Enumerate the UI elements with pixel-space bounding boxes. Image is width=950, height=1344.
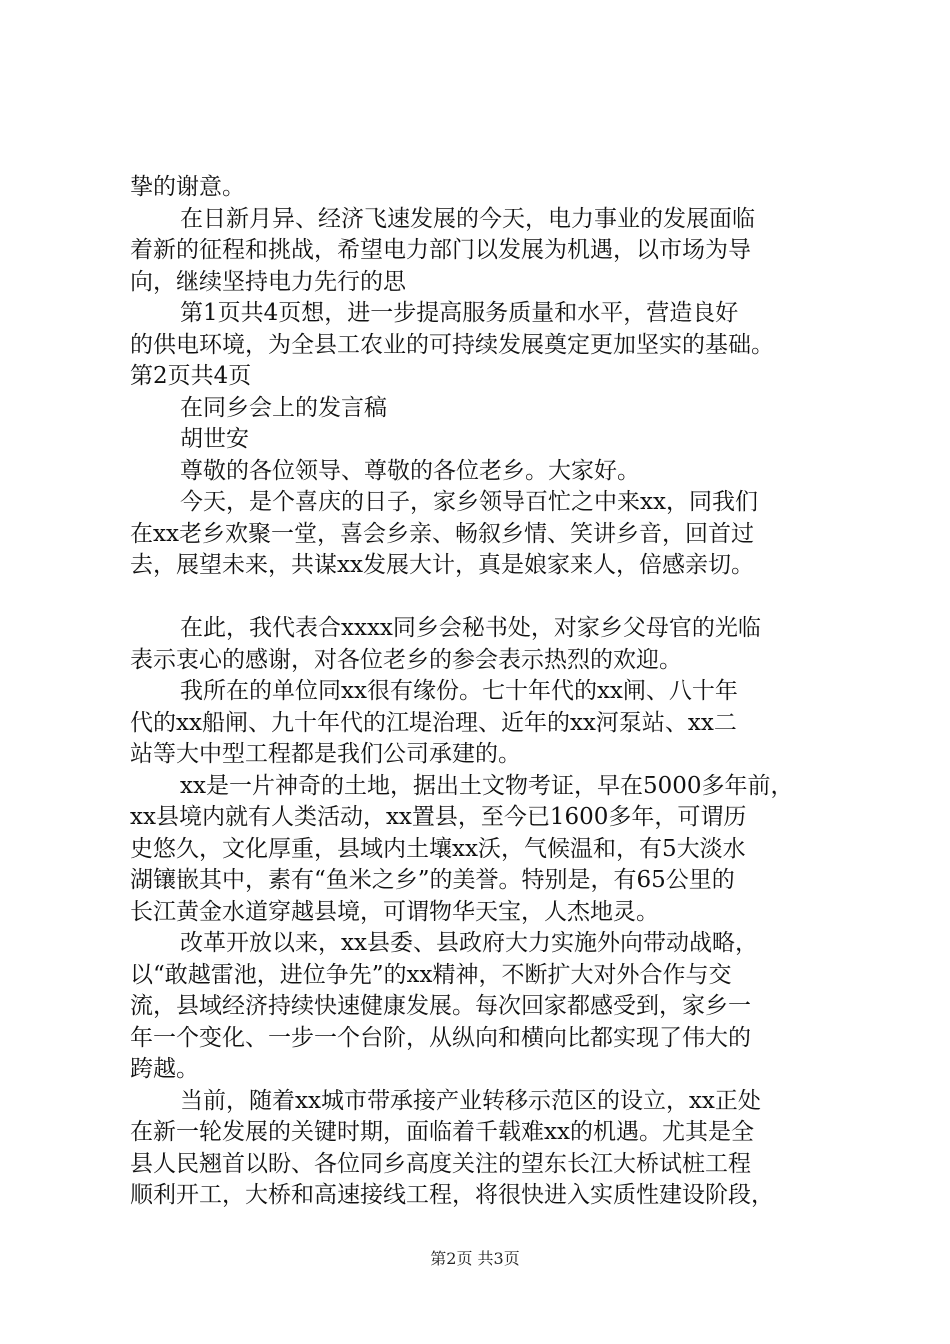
text-line: 在xx老乡欢聚一堂，喜会乡亲、畅叙乡情、笑讲乡音，回首过 — [130, 520, 754, 547]
blank-line — [130, 582, 830, 614]
text-line: xx县境内就有人类活动，xx置县，至今已1600多年，可谓历 — [130, 804, 747, 830]
text-line: 长江黄金水道穿越县境，可谓物华天宝，人杰地灵。 — [130, 898, 659, 925]
text-line: 改革开放以来，xx县委、县政府大力实施外向带动战略， — [180, 930, 758, 956]
text-line: 当前，随着xx城市带承接产业转移示范区的设立，xx正处 — [180, 1087, 761, 1114]
text-line: 顺利开工，大桥和高速接线工程，将很快进入实质性建设阶段， — [130, 1182, 774, 1208]
text-line: 史悠久，文化厚重，县域内土壤xx沃，气候温和，有5大淡水 — [130, 835, 746, 862]
text-line: 跨越。 — [130, 1056, 199, 1082]
text-line: 第1页共4页想，进一步提高服务质量和水平，营造良好 — [180, 300, 739, 326]
text-line: 站等大中型工程都是我们公司承建的。 — [130, 741, 521, 767]
text-line: 胡世安 — [180, 426, 249, 452]
text-line: 在此，我代表合xxxx同乡会秘书处，对家乡父母官的光临 — [180, 615, 761, 641]
text-line: 去，展望未来，共谋xx发展大计，真是娘家来人，倍感亲切。 — [130, 552, 754, 578]
text-line: 我所在的单位同xx很有缘份。七十年代的xx闸、八十年 — [180, 678, 738, 704]
text-line: 今天，是个喜庆的日子，家乡领导百忙之中来xx，同我们 — [180, 489, 758, 515]
document-body — [130, 172, 830, 1212]
text-line: 着新的征程和挑战，希望电力部门以发展为机遇，以市场为导 — [130, 237, 751, 263]
text-line: 在新一轮发展的关键时期，面临着千载难xx的机遇。尤其是全 — [130, 1119, 754, 1145]
text-line: 县人民翘首以盼、各位同乡高度关注的望东长江大桥试桩工程 — [130, 1150, 751, 1177]
text-line: 在同乡会上的发言稿 — [180, 394, 387, 421]
text-line: 在日新月异、经济飞速发展的今天，电力事业的发展面临 — [180, 205, 755, 232]
text-line: 流，县域经济持续快速健康发展。每次回家都感受到，家乡一 — [130, 993, 751, 1019]
text-line: 以“敢越雷池，进位争先”的xx精神，不断扩大对外合作与交 — [130, 961, 732, 988]
text-line: 尊敬的各位领导、尊敬的各位老乡。大家好。 — [180, 457, 640, 484]
text-line: 第2页共4页 — [130, 363, 252, 389]
text-line: 向，继续坚持电力先行的思 — [130, 268, 406, 295]
text-line: xx是一片神奇的土地，据出土文物考证，早在5000多年前， — [180, 772, 794, 799]
text-line: 湖镶嵌其中，素有“鱼米之乡”的美誉。特别是，有65公里的 — [130, 867, 735, 893]
text-line: 挚的谢意。 — [130, 174, 245, 200]
text-line: 的供电环境，为全县工农业的可持续发展奠定更加坚实的基础。 — [130, 331, 774, 358]
text-line: 代的xx船闸、九十年代的江堤治理、近年的xx河泵站、xx二 — [130, 709, 737, 736]
text-line: 表示衷心的感谢，对各位老乡的参会表示热烈的欢迎。 — [130, 646, 682, 673]
text-line: 年一个变化、一步一个台阶，从纵向和横向比都实现了伟大的 — [130, 1024, 751, 1051]
page-footer: 第2页 共3页 — [430, 1249, 520, 1268]
